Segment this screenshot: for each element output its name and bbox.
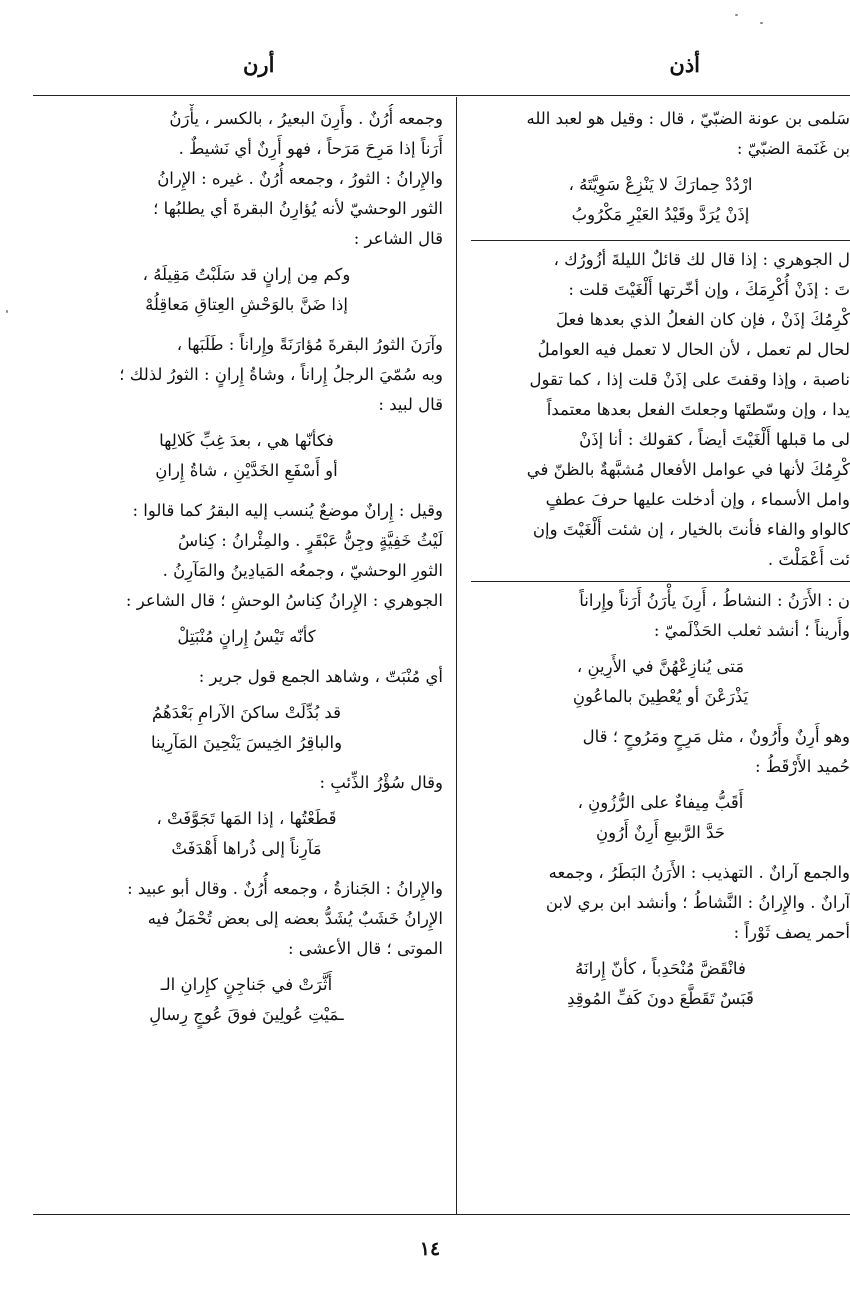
right-column-verse-line: إذَنْ يُرَدَّ وقَيْدُ العَيْرِ مَكْرُوبُ <box>571 205 750 224</box>
right-column-paragraph <box>471 722 850 782</box>
left-column-text-line: لَيْثُ خَفِيَّةٍ وجِنُّ عَبْقَرٍ . والمِئْرانُ : كِناسُ <box>177 531 443 550</box>
left-column-paragraph <box>50 768 443 798</box>
left-column-paragraph <box>50 330 443 420</box>
left-column-text-line: وقال سُؤْرُ الذِّئبِ : <box>319 773 443 792</box>
right-column-verse-block <box>471 788 850 848</box>
column-divider <box>456 97 457 1215</box>
right-column-verse-line: يَذْرَعْنَ أو يُعْطِينَ بالماعُونِ <box>572 687 749 706</box>
left-column-verse-block <box>50 260 443 320</box>
right-column-verse-block <box>471 652 850 712</box>
left-column-text-line: والإِرانُ : الجَنازةُ ، وجمعه أُرُنٌ . وقال أبو عبيد : <box>127 879 443 898</box>
left-column-text-line: أي مُنْبَتّ ، وشاهد الجمع قول جرير : <box>198 667 443 686</box>
left-column-verse-block <box>50 698 443 758</box>
right-column-text-line: ئت أَعْمَلْتَ . <box>767 550 850 569</box>
left-column-text-line: وآرَنَ الثورُ البقرةَ مُؤارَنَةً وإِراناً : طَلَبَها ، <box>176 335 443 354</box>
left-column-verse-line: قد بُدِّلَتْ ساكنَ الآرامِ بَعْدَهُمُ <box>152 703 341 722</box>
top-rule <box>33 95 850 96</box>
right-column-text-line: كالواو والفاء فأنتَ بالخيار ، إن شئت أَلْغَيْتَ وإن <box>532 520 850 539</box>
left-column-text-line: وجمعه أُرُنٌ . وأَرِنَ البعيرُ ، بالكسر ، يأْرَنُ <box>169 109 443 128</box>
left-column-text-line: أَرَناً إذا مَرِحَ مَرَحاً ، فهو أَرِنٌ أي نَشيطٌ . <box>178 139 443 158</box>
right-column-text-line: آرانٌ . والإِرانُ : النَّشاطُ ؛ وأنشد ابن بري لابن <box>545 893 850 912</box>
left-column-text-line: وقيل : إِرانٌ موضعٌ يُنسب إليه البقرُ كما قالوا : <box>132 501 443 520</box>
left-column-text-line: قال لبيد : <box>378 395 443 414</box>
left-column-verse-line: وكم مِن إرانٍ قد سَلَبْتُ مَقِيلَهُ ، <box>142 265 351 284</box>
left-column-text-line: قال الشاعر : <box>353 229 443 248</box>
right-column-text-line: كْرِمُكَ إذَنْ ، فإن كان الفعلُ الذي بعدها فعلَ <box>556 310 850 329</box>
right-column-paragraph <box>471 245 850 575</box>
left-column-paragraph <box>50 496 443 616</box>
right-column-verse-line: ارْدُدْ حِمارَكَ لا يَنْزِعْ سَوِيَّتَهُ ، <box>568 175 753 194</box>
right-column-text-line: ن : الأَرَنُ : النشاطُ ، أَرِنَ يأْرَنُ أَرَناً وإِراناً <box>579 591 850 610</box>
right-column-text-line: وهو أَرِنٌ وأَرُونٌ ، مثل مَرِحٍ ومَرُوحٍ ؛ قال <box>582 727 850 746</box>
left-column-text-line: الجوهري : الإِرانُ كِناسُ الوحشِ ؛ قال الشاعر : <box>125 591 443 610</box>
left-column-verse-block <box>50 804 443 864</box>
right-column-entry-separator <box>471 581 850 582</box>
left-column-verse-line: كأنّه تَيْسُ إِرانٍ مُنْبَتِلْ <box>177 627 316 646</box>
right-column-paragraph <box>471 858 850 948</box>
left-column-text-line: الثور الوحشيّ لأنه يُؤارِنُ البقرةَ أي يطلبُها ؛ <box>153 199 443 218</box>
right-column-text-line: تَ : إذَنْ أُكْرِمَكَ ، وإن أخّرتها أَلْغَيْتَ قلت : <box>568 280 850 299</box>
right-column-text-line: لحال لم تعمل ، لأن الحال لا تعمل فيه العواملُ <box>537 340 850 359</box>
print-speck <box>760 22 763 24</box>
print-speck <box>6 310 8 313</box>
right-column-text-line: أحمر يصف ثَوْراً : <box>733 923 850 942</box>
right-column-text-line: وامل الأسماء ، وإن أدخلت عليها حرفَ عطفٍ <box>545 490 850 509</box>
left-column-paragraph <box>50 104 443 254</box>
right-column-verse-line: أَقَبُّ مِيفاءٌ على الرُّزُونِ ، <box>577 793 744 812</box>
left-column-verse-line: فكأنّها هي ، بعدَ غِبِّ كَلالِها <box>159 431 334 450</box>
left-column-verse-line: إذا ضَنَّ بالوَحْشِ العِتاقِ مَعاقِلُهْ <box>145 295 348 314</box>
right-column-text-line: سَلمى بن عونة الضبّيّ ، قال : وقيل هو لعبد الله <box>526 109 850 128</box>
right-column-verse-line: فانْقَضَّ مُنْحَدِباً ، كأنّ إِرانَهُ <box>575 959 746 978</box>
left-column-verse-line: ـمَيْتِ عُولِينَ فوقَ عُوجٍ رِسالِ <box>149 1005 344 1024</box>
right-column-verse-block <box>471 170 850 230</box>
right-column-text-line: ناصبة ، وإذا وقفتَ على إذَنْ قلت إذا ، كما تقول <box>529 370 850 389</box>
left-column-text-line: وبه سُمّيَ الرجلُ إِراناً ، وشاةُ إِرانٍ : الثورُ لذلك ؛ <box>119 365 443 384</box>
left-column-text-line: الثورِ الوحشيّ ، وجمعُه المَيادِينُ والمَآرِنُ . <box>162 561 443 580</box>
left-column-paragraph <box>50 662 443 692</box>
right-column-paragraph <box>471 104 850 164</box>
left-column <box>50 104 443 1210</box>
header-root-left: أرن <box>243 52 275 77</box>
right-column-text-line: كْرِمُكَ لأنها في عوامل الأفعال مُشبَّهةٌ بالظنّ في <box>526 460 850 479</box>
right-column-text-line: لى ما قبلها أَلْغَيْتَ أيضاً ، كقولك : أنا إذَنْ <box>579 430 850 449</box>
right-column-text-line: حُميد الأَرْقَطُ : <box>755 757 850 776</box>
left-column-verse-block <box>50 622 443 652</box>
left-column-paragraph <box>50 874 443 964</box>
right-column-text-line: بن غَنَمة الضبّيّ : <box>736 139 850 158</box>
page-number: ١٤ <box>419 1238 441 1260</box>
right-column-paragraph <box>471 586 850 646</box>
right-column-text-line: والجمع آرانٌ . التهذيب : الأَرَنُ البَطَرُ ، وجمعه <box>548 863 850 882</box>
print-speck <box>735 14 738 16</box>
header-root-right: أذن <box>669 52 700 77</box>
left-column-verse-line: قَطَعْتُها ، إذا المَها تَجَوَّفَتْ ، <box>156 809 337 828</box>
left-column-verse-line: أو أَسْفَعِ الخَدَّيْنِ ، شاةُ إِرانِ <box>155 461 338 480</box>
left-column-verse-block <box>50 970 443 1030</box>
right-column-text-line: يدا ، وإن وسّطتَها وجعلتَ الفعل بعدها معتمداً <box>546 400 850 419</box>
left-column-text-line: والإِرانُ : الثورُ ، وجمعه أُرُنٌ . غيره : الإِرانُ <box>157 169 443 188</box>
right-column-text-line: وأَريناً ؛ أنشد ثعلب الحَذْلَميّ : <box>653 621 850 640</box>
bottom-rule <box>33 1214 850 1215</box>
left-column-verse-line: والباقِرُ الخِيسَ يَنْحِينَ المَآرِينا <box>150 733 343 752</box>
left-column-text-line: الإِرانُ خَشَبٌ يُشَدُّ بعضه إلى بعض تُحْمَلُ فيه <box>147 909 443 928</box>
left-column-verse-line: مَآرِناً إلى ذُراها أَهْدَفَتْ <box>171 839 322 858</box>
left-column-verse-line: أَثَّرَتْ في جَناجِنٍ كإِرانِ الـ <box>160 975 333 994</box>
right-column-verse-line: مَتى يُنازِعْهُنَّ في الأَرِينِ ، <box>576 657 745 676</box>
right-column-verse-block <box>471 954 850 1014</box>
right-column <box>471 104 850 1210</box>
right-column-verse-line: حَدَّ الرَّبيعِ أَرِنٌ أَرُونِ <box>596 823 725 842</box>
left-column-verse-block <box>50 426 443 486</box>
right-column-entry-separator <box>471 240 850 241</box>
right-column-verse-line: قَبَسٌ تَقَطَّعَ دونَ كَفِّ المُوقِدِ <box>567 989 754 1008</box>
left-column-text-line: الموتى ؛ قال الأعشى : <box>287 939 443 958</box>
right-column-text-line: ل الجوهري : إذا قال لك قائلٌ الليلةَ أزُورُك ، <box>553 250 850 269</box>
